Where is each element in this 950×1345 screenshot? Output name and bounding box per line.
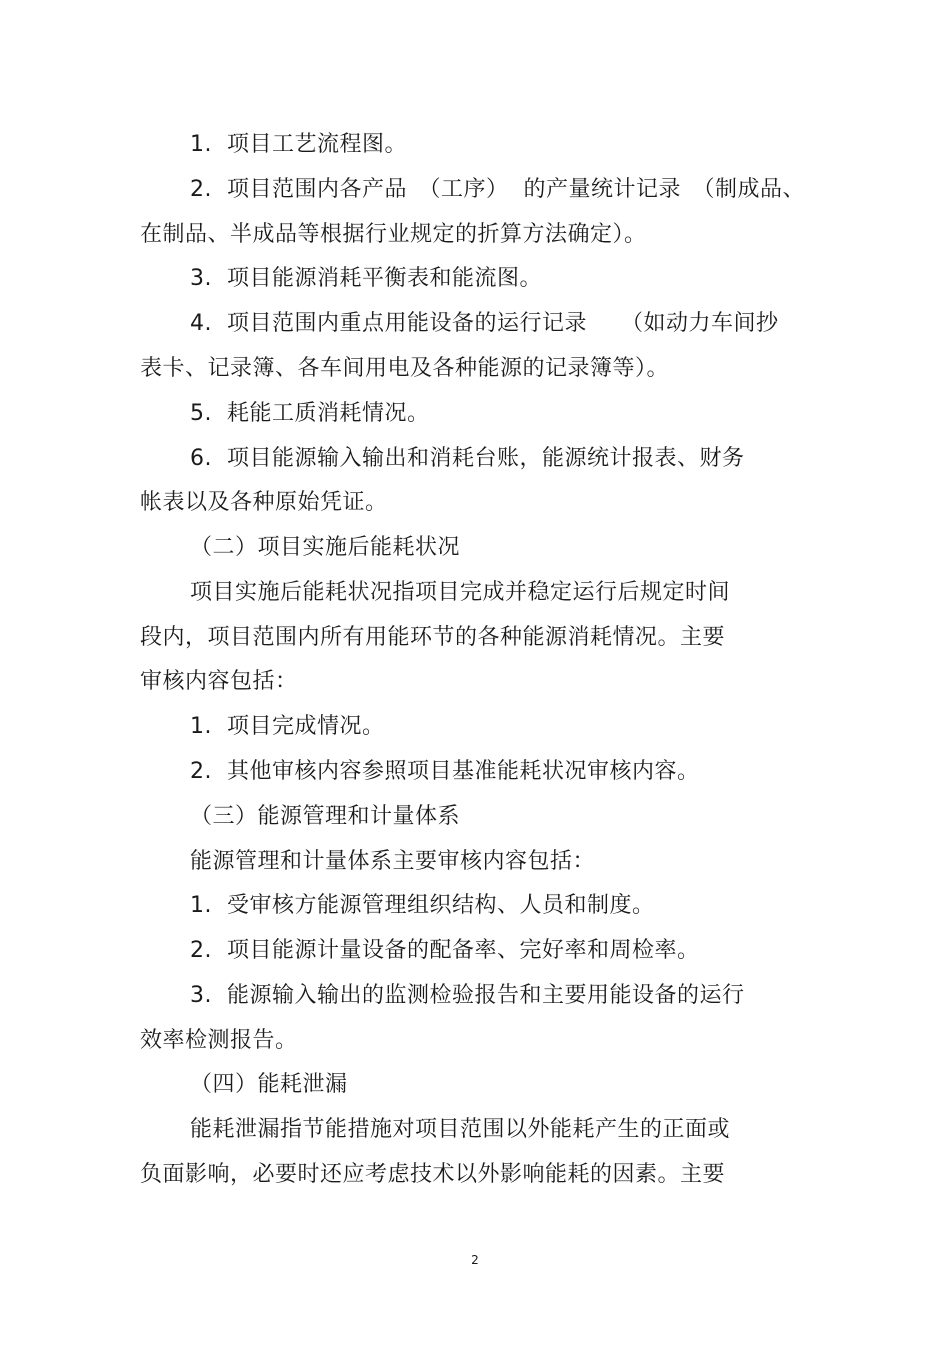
paragraph-continuation: 审核内容包括：	[140, 669, 298, 694]
paragraph-continuation: 帐表以及各种原始凭证。	[140, 490, 388, 515]
list-item-organization: 1. 受审核方能源管理组织结构、人员和制度。	[190, 893, 655, 918]
list-item-monitoring-reports: 3. 能源输入输出的监测检验报告和主要用能设备的运行	[190, 983, 745, 1008]
paragraph-text: 项目实施后能耗状况指项目完成并稳定运行后规定时间	[190, 580, 731, 605]
paragraph-continuation: 表卡、记录簿、各车间用电及各种能源的记录簿等）。	[140, 356, 670, 381]
list-item-working-medium: 5. 耗能工质消耗情况。	[190, 401, 430, 426]
list-item-production-records: 2. 项目范围内各产品 （工序） 的产量统计记录 （制成品、	[190, 177, 805, 202]
paragraph-continuation: 效率检测报告。	[140, 1028, 298, 1053]
list-item-other-content: 2. 其他审核内容参照项目基准能耗状况审核内容。	[190, 759, 700, 784]
paragraph-text: 能源管理和计量体系主要审核内容包括：	[190, 849, 596, 874]
paragraph-text: 能耗泄漏指节能措施对项目范围以外能耗产生的正面或	[190, 1117, 731, 1142]
list-item-equipment-records: 4. 项目范围内重点用能设备的运行记录 （如动力车间抄	[190, 311, 779, 336]
list-item-energy-ledger: 6. 项目能源输入输出和消耗台账，能源统计报表、财务	[190, 446, 745, 471]
paragraph-continuation: 段内，项目范围内所有用能环节的各种能源消耗情况。主要	[140, 625, 726, 650]
list-item-metering-rates: 2. 项目能源计量设备的配备率、完好率和周检率。	[190, 938, 700, 963]
list-item-completion-status: 1. 项目完成情况。	[190, 714, 385, 739]
section-heading-post-implementation: （二）项目实施后能耗状况	[190, 535, 461, 560]
paragraph-continuation: 在制品、半成品等根据行业规定的折算方法确定）。	[140, 222, 647, 247]
list-item-energy-balance: 3. 项目能源消耗平衡表和能流图。	[190, 266, 542, 291]
paragraph-continuation: 负面影响，必要时还应考虑技术以外影响能耗的因素。主要	[140, 1162, 726, 1187]
page-number: 2	[471, 1253, 479, 1267]
section-heading-energy-management: （三）能源管理和计量体系	[190, 804, 461, 829]
section-heading-energy-leakage: （四）能耗泄漏	[190, 1072, 348, 1097]
list-item-process-flow: 1. 项目工艺流程图。	[190, 132, 407, 157]
